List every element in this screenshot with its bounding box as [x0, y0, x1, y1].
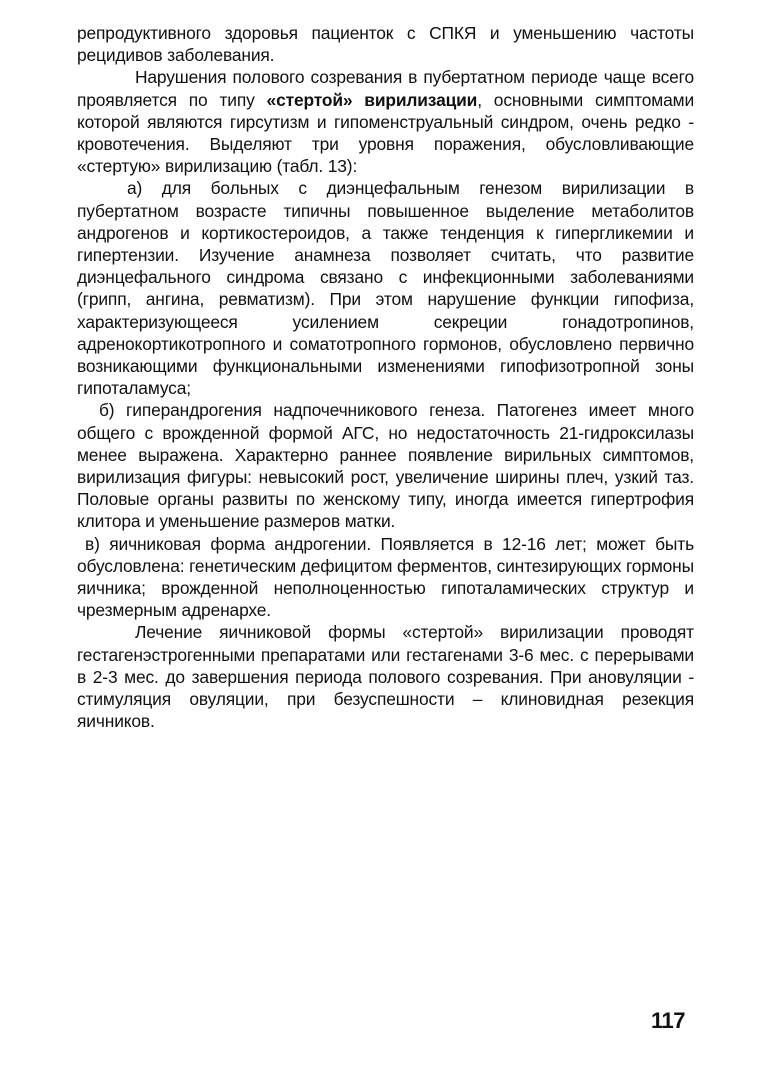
paragraph-4: б) гиперандрогения надпочечникового генеза. Патогенез имеет много общего с врожденной формой АГС, но недостаточность 21-гидроксилазы менее выражена. Характерно раннее появление вирильных симптомов, вирилизация фигуры: невысокий рост, увеличение ширины плеч, узкий таз. Половые органы развиты по женскому типу, иногда имеется гипертрофия клитора и уменьшение размеров матки. [77, 400, 694, 532]
page-number: 117 [651, 1008, 685, 1033]
paragraph-2-text-before: Нарушения полового созревания в пубертатном периоде чаще всего проявляется по типу [77, 67, 694, 110]
paragraph-2 [77, 66, 694, 177]
paragraph-1: репродуктивного здоровья пациенток с СПКЯ и уменьшению частоты рецидивов заболевания. [77, 23, 694, 66]
paragraph-2-bold-term: «стертой» вирилизации [266, 89, 478, 110]
paragraph-5: в) яичниковая форма андрогении. Появляется в 12-16 лет; может быть обусловлена: генетическим дефицитом ферментов, синтезирующих гормоны яичника; врожденной неполноценностью гипоталамических структур и чрезмерным адренархе. [77, 533, 694, 621]
paragraph-6: Лечение яичниковой формы «стертой» вирилизации проводят гестагенэстрогенными препаратами или гестагенами 3-6 мес. с перерывами в 2-3 мес. до завершения периода полового созревания. При ановуляции - стимуляция овуляции, при безуспешности – клиновидная резекция яичников. [77, 622, 694, 732]
paragraph-2-text-after: , основными симптомами которой являются гирсутизм и гипоменструальный синдром, очень редко - кровотечения. Выделяют три уровня поражения, обусловливающие «стертую» вирилизацию (табл. 13): [77, 89, 695, 177]
document-page [77, 22, 694, 733]
paragraph-3: а) для больных с диэнцефальным генезом вирилизации в пубертатном возрасте типичны повышенное выделение метаболитов андрогенов и кортикостероидов, а также тенденция к гипергликемии и гипертензии. Изучение анамнеза позволяет считать, что развитие диэнцефального синдрома связано с инфекционными заболеваниями (грипп, ангина, ревматизм). При этом нарушение функции гипофиза, характеризующееся усилением секреции гонадотропинов, адренокортикотропного и соматотропного гормонов, обусловлено первично возникающими функциональными изменениями гипофизотропной зоны гипоталамуса; [77, 178, 694, 399]
